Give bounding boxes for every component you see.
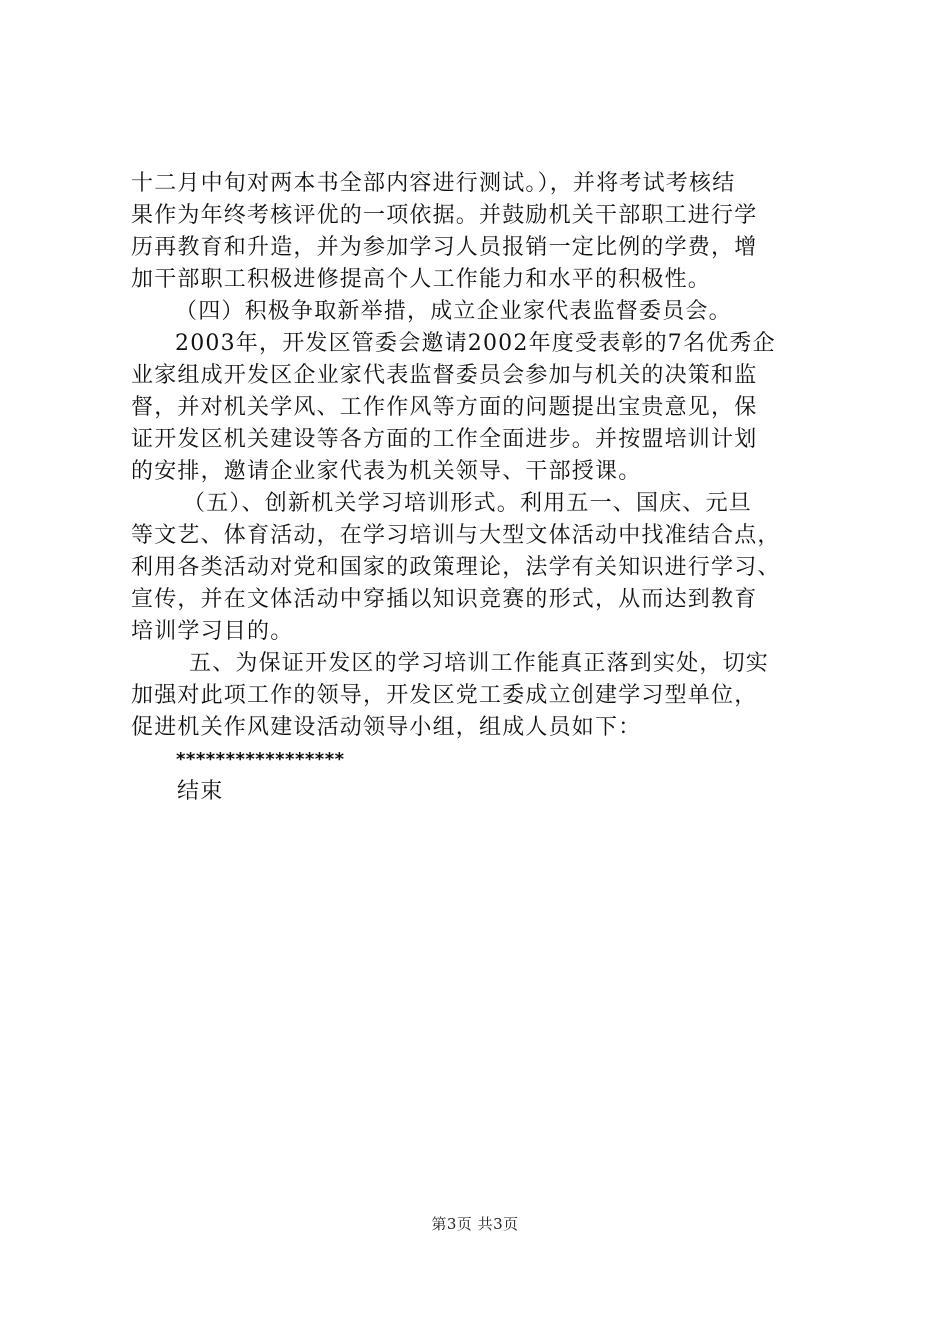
document-body (131, 168, 831, 808)
text-line: 等文艺、体育活动，在学习培训与大型文体活动中找准结合点， (131, 523, 781, 548)
section-heading-four: （四）积极争取新举措，成立企业家代表监督委员会。 (175, 299, 732, 324)
text-line: 业家组成开发区企业家代表监督委员会参加与机关的决策和监 (131, 363, 758, 388)
section-heading-five: （五）、创新机关学习培训形式。利用五一、国庆、元旦 (183, 491, 753, 516)
text-line: 历再教育和升造，并为参加学习人员报销一定比例的学费，增 (131, 235, 758, 260)
text-line: 加干部职工积极进修提高个人工作能力和水平的积极性。 (131, 267, 712, 292)
text-line: 的安排，邀请企业家代表为机关领导、干部授课。 (131, 459, 642, 484)
member-list-placeholder: ***************** (176, 749, 345, 770)
text-line: 培训学习目的。 (131, 619, 294, 644)
text-line: 十二月中旬对两本书全部内容进行测试。），并将考试考核结 (131, 171, 736, 196)
text-line: 果作为年终考核评优的一项依据。并鼓励机关干部职工进行学 (131, 203, 758, 228)
text-line: 宣传，并在文体活动中穿插以知识竞赛的形式，从而达到教育 (131, 587, 758, 612)
text-line: 促进机关作风建设活动领导小组，组成人员如下： (131, 715, 642, 740)
text-line: 利用各类活动对党和国家的政策理论，法学有关知识进行学习、 (131, 555, 781, 580)
page-number: 第3页 共3页 (431, 1215, 519, 1233)
text-line: 五、为保证开发区的学习培训工作能真正落到实处，切实 (189, 651, 770, 676)
text-line: 督，并对机关学风、工作作风等方面的问题提出宝贵意见，保 (131, 395, 758, 420)
end-marker: 结束 (177, 779, 224, 804)
text-line: 加强对此项工作的领导，开发区党工委成立创建学习型单位， (131, 683, 758, 708)
text-line: 证开发区机关建设等各方面的工作全面进步。并按盟培训计划 (131, 427, 758, 452)
text-line: 2003年，开发区管委会邀请2002年度受表彰的7名优秀企 (175, 331, 776, 356)
